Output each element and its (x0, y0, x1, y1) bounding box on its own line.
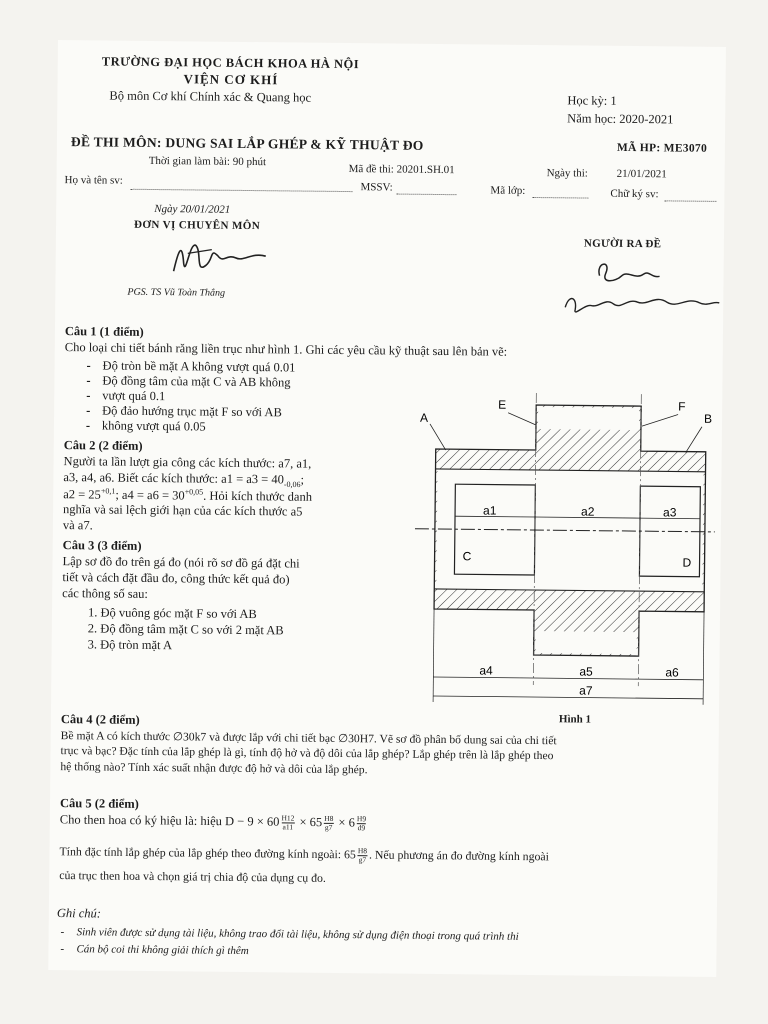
label-a5: a5 (579, 664, 593, 679)
q5-line3: của trục then hoa và chọn giá trị chia độ của dụng cụ đo. (59, 868, 326, 885)
q3-line: tiết và cách đặt đầu đo, công thức kết quả đo) (62, 570, 290, 587)
notes-heading: Ghi chú: (56, 906, 102, 921)
q1-heading: Câu 1 (1 điểm) (64, 324, 144, 339)
note-item: - Cán bộ coi thi không giải thích gì thêm (56, 941, 518, 963)
q3-parameters (72, 604, 284, 654)
exam-date-label: Ngày thi: (546, 167, 588, 180)
semester: Học kỳ: 1 (567, 93, 617, 108)
student-id-label: MSSV: (360, 181, 393, 194)
q5-heading: Câu 5 (2 điểm) (59, 796, 139, 811)
tooth-band-bottom (536, 631, 637, 654)
student-name-label: Họ và tên sv: (64, 174, 123, 187)
q5-line1: Cho then hoa có ký hiệu là: hiệu D − 9 × 60 $\frac{H12}{a11}$ × 65 $\frac{H8}{g7}$ × 6 $\frac{H9}{d9}$ (59, 812, 367, 833)
q2-line: và a7. (62, 518, 93, 533)
school-year: Năm học: 2020-2021 (567, 111, 674, 127)
author-label: NGƯỜI RA ĐỀ (583, 237, 662, 251)
q3-line: Lập sơ đồ đo trên gá đo (nói rõ sơ đồ gá đặt chi (62, 554, 300, 571)
label-B: B (703, 411, 713, 426)
department-name: Bộ môn Cơ khí Chính xác & Quang học (109, 88, 312, 105)
label-A: A (419, 410, 429, 425)
label-D: D (682, 555, 692, 570)
label-E: E (498, 397, 507, 412)
student-id-field (396, 194, 456, 196)
q2-line: a3, a4, a6. Biết các kích thước: $a1 = a3 = 40_{-0,06}$; (63, 470, 305, 490)
exam-paper (48, 40, 726, 977)
label-a7: a7 (579, 683, 593, 698)
q2-heading: Câu 2 (2 điểm) (63, 438, 143, 453)
q3-item: 2. Độ đồng tâm mặt C so với 2 mặt AB (87, 621, 284, 638)
q5-line2: Tính đặc tính lắp ghép của lắp ghép theo đường kính ngoài: 65 $\frac{H8}{g7}$ . Nếu phương án đo đường kính ngoài (59, 844, 550, 865)
q4-line: trục và bạc? Đặc tính của lắp ghép là gì, tính độ hở và độ dôi của lắp ghép? Lắp ghép trên là lắp ghép theo (60, 744, 554, 763)
label-a2: a2 (581, 504, 595, 519)
q2-line: Người ta lần lượt gia công các kích thước: a7, a1, (63, 454, 312, 471)
note-item: - Sinh viên được sử dụng tài liệu, không trao đổi tài liệu, không sử dụng điện thoại trong quá trình thi (57, 924, 519, 946)
author-signature (555, 253, 726, 325)
exam-title: ĐỀ THI MÔN: DUNG SAI LẮP GHÉP & KỸ THUẬT ĐO (70, 134, 424, 153)
notes-list (56, 924, 518, 963)
q2-line: nghĩa và sai lệch giới hạn của các kích thước a5 (63, 502, 303, 519)
approval-date: Ngày 20/01/2021 (154, 203, 231, 216)
signature-label: Chữ ký sv: (610, 187, 659, 201)
q1-text: Cho loại chi tiết bánh răng liền trục như hình 1. Ghi các yêu cầu kỹ thuật sau lên bản vẽ: (64, 340, 508, 359)
label-F: F (678, 399, 686, 414)
q1-requirements (82, 358, 296, 435)
institute-name: VIỆN CƠ KHÍ (183, 71, 279, 88)
q4-heading: Câu 4 (2 điểm) (60, 712, 140, 727)
class-field (532, 197, 588, 199)
approval-unit: ĐƠN VỊ CHUYÊN MÔN (134, 218, 261, 233)
exam-duration: Thời gian làm bài: 90 phút (148, 154, 267, 169)
q1-item: - Độ tròn bề mặt A không vượt quá 0.01 (83, 358, 296, 375)
q1-item: - vượt quá 0.1 (82, 388, 295, 405)
label-a1: a1 (483, 503, 497, 518)
tooth-band-top (538, 407, 639, 430)
q1-item: - không vượt quá 0.05 (82, 418, 295, 435)
figure-caption: Hình 1 (558, 713, 592, 726)
q2-line: $a2 = 25^{+0,1}$; $a4 = a6 = 30^{+0,05}$. Hỏi kích thước danh (63, 486, 313, 504)
exam-code: Mã đề thi: 20201.SH.01 (348, 163, 455, 177)
q4-line: hệ thống nào? Tính xác suất nhận được độ hở và dôi của lắp ghép. (60, 760, 368, 777)
university-name: TRƯỜNG ĐẠI HỌC BÁCH KHOA HÀ NỘI (101, 54, 360, 72)
label-a6: a6 (665, 665, 679, 680)
q1-item: - Độ đồng tâm của mặt C và AB không (82, 373, 295, 390)
q1-item: - Độ đảo hướng trục mặt F so với AB (82, 403, 295, 420)
q3-heading: Câu 3 (3 điểm) (62, 538, 142, 553)
label-C: C (462, 549, 472, 564)
q4-line: Bề mặt A có kích thước ∅30k7 và được lắp với chi tiết bạc ∅30H7. Vẽ sơ đồ phân bố dung sai của chi tiết (60, 729, 557, 748)
class-label: Mã lớp: (490, 184, 526, 197)
label-a4: a4 (479, 663, 493, 678)
approval-signer: PGS. TS Vũ Toàn Thắng (127, 286, 226, 299)
exam-date-value: 21/01/2021 (616, 167, 667, 181)
unit-signature (165, 233, 276, 286)
label-a3: a3 (663, 505, 677, 520)
course-code: MÃ HP: ME3070 (616, 141, 708, 155)
signature-field (664, 200, 716, 202)
student-name-field (130, 189, 352, 192)
q3-line: các thông số sau: (62, 586, 149, 601)
figure-gear-shaft (413, 384, 716, 707)
q3-item: 1. Độ vuông góc mặt F so với AB (87, 605, 257, 622)
q3-item: 3. Độ tròn mặt A (87, 637, 173, 653)
